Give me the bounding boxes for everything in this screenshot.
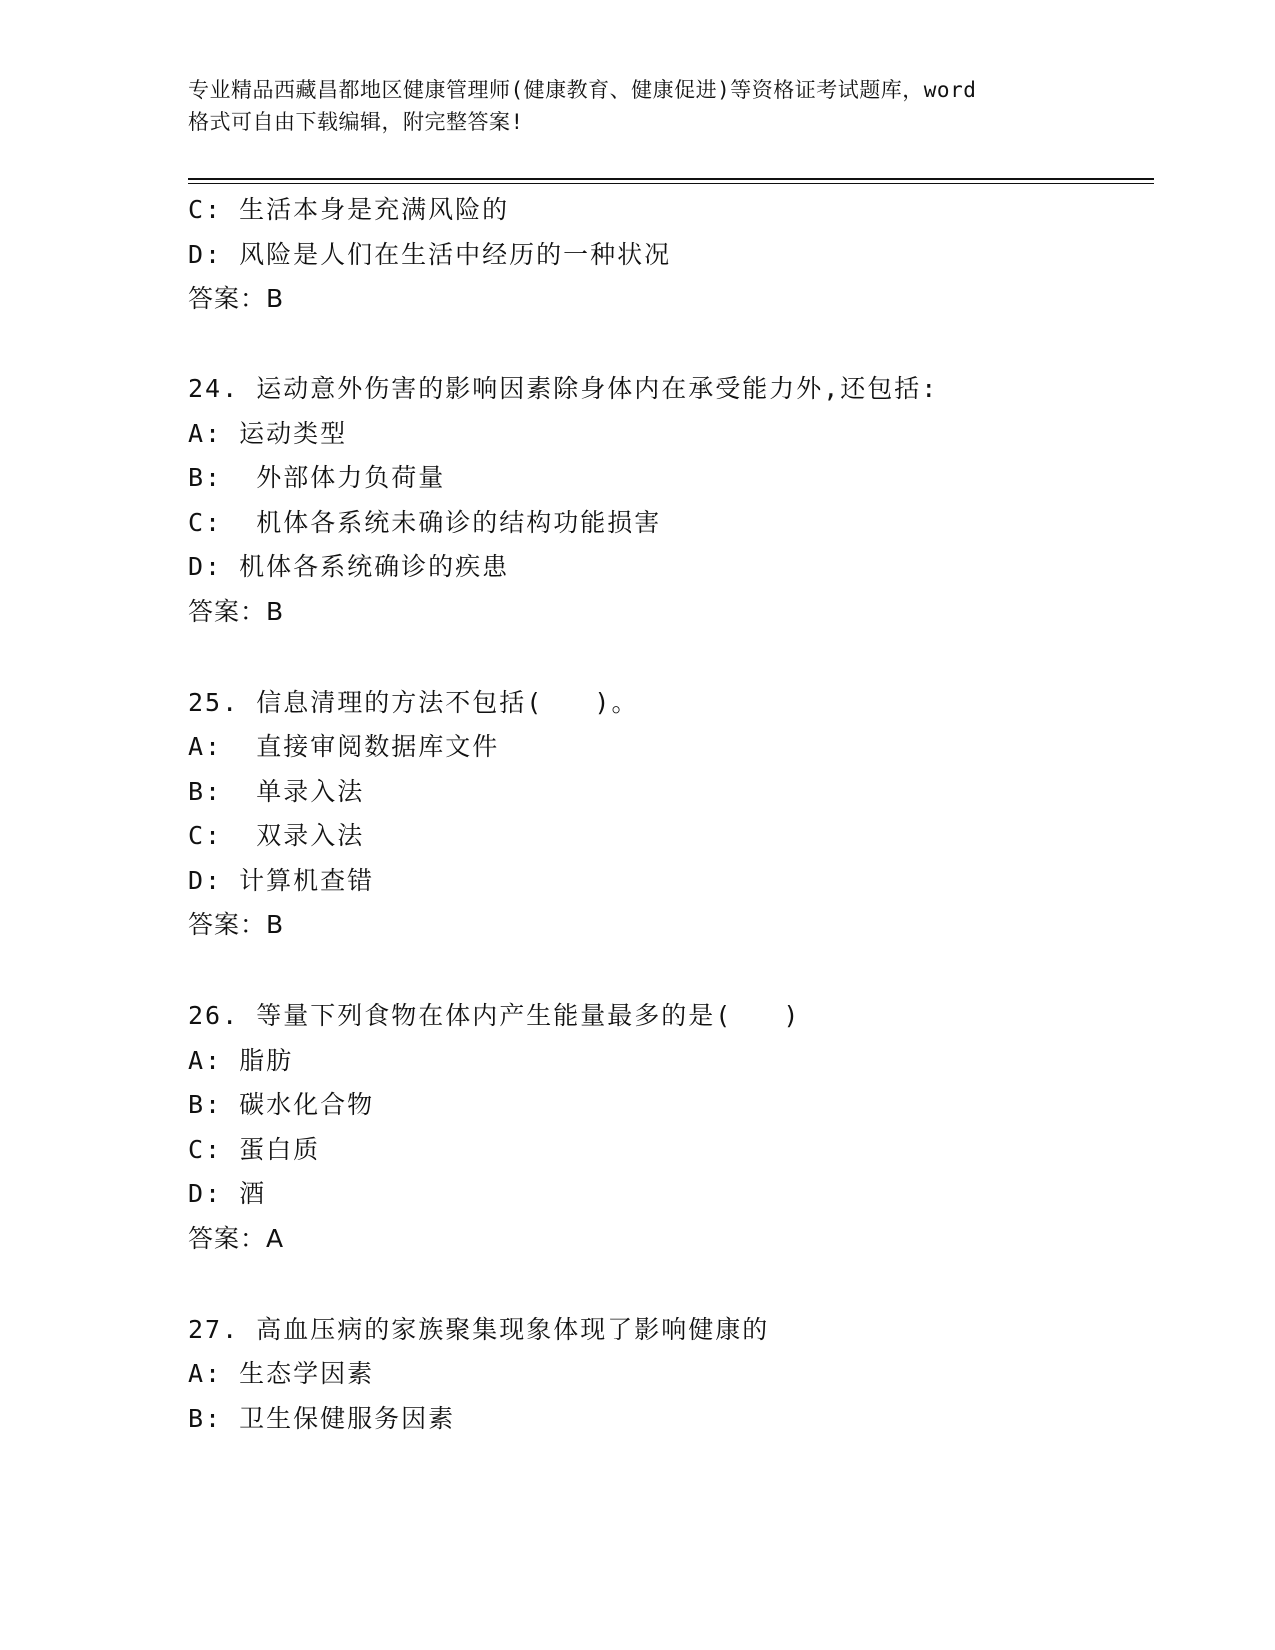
q26-option-d: D: 酒: [188, 1179, 267, 1208]
q25-question: 25. 信息清理的方法不包括( )。: [188, 688, 639, 717]
header-line-1: 专业精品西藏昌都地区健康管理师(健康教育、健康促进)等资格证考试题库，word: [188, 78, 977, 102]
q23-option-c: C: 生活本身是充满风险的: [188, 195, 510, 224]
q23-answer: 答案：B: [188, 284, 285, 313]
header-divider-thin: [188, 183, 1154, 184]
q24-answer: 答案：B: [188, 597, 285, 626]
q26-answer: 答案：A: [188, 1224, 285, 1253]
q27-option-b: B: 卫生保健服务因素: [188, 1404, 456, 1433]
q24-option-d: D: 机体各系统确诊的疾患: [188, 552, 510, 581]
header-divider-thick: [188, 178, 1154, 180]
q24-option-a: A: 运动类型: [188, 419, 348, 448]
header-line-2: 格式可自由下载编辑，附完整答案!: [188, 110, 524, 134]
q26-option-b: B: 碳水化合物: [188, 1090, 375, 1119]
q25-option-c: C: 双录入法: [188, 821, 365, 850]
q25-option-b: B: 单录入法: [188, 777, 365, 806]
document-header: [188, 74, 1088, 138]
q26-option-c: C: 蛋白质: [188, 1135, 321, 1164]
q27-question: 27. 高血压病的家族聚集现象体现了影响健康的: [188, 1315, 770, 1344]
q24-option-c: C: 机体各系统未确诊的结构功能损害: [188, 508, 662, 537]
q25-answer: 答案：B: [188, 910, 285, 939]
q26-option-a: A: 脂肪: [188, 1046, 294, 1075]
q27-option-a: A: 生态学因素: [188, 1359, 375, 1388]
q25-option-a: A: 直接审阅数据库文件: [188, 732, 500, 761]
q25-option-d: D: 计算机查错: [188, 866, 375, 895]
q23-option-d: D: 风险是人们在生活中经历的一种状况: [188, 240, 672, 269]
q24-option-b: B: 外部体力负荷量: [188, 463, 446, 492]
q26-question: 26. 等量下列食物在体内产生能量最多的是( ): [188, 1001, 801, 1030]
q24-question: 24. 运动意外伤害的影响因素除身体内在承受能力外,还包括:: [188, 374, 939, 403]
